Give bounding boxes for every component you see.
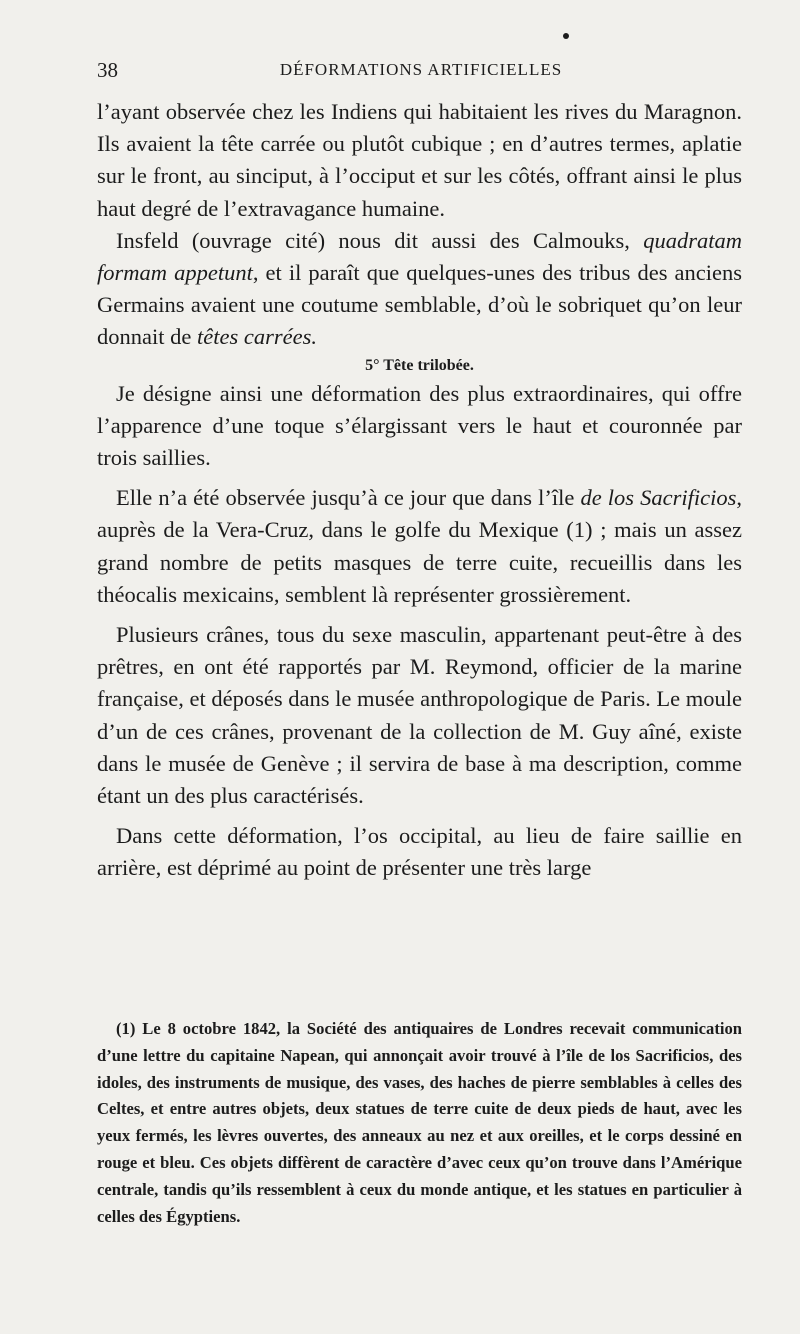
paragraph-1: l’ayant observée chez les Indiens qui habitaient les rives du Maragnon. Ils avaient la tête carrée ou plutôt cubique ; en d’autres termes, aplatie sur le front, au sinciput, à l’occiput et sur les côtés, offrant ainsi le plus haut degré de l’extravagance humaine. — [97, 99, 742, 221]
paragraph-4-text-b: , auprès de la Vera-Cruz, dans le golfe du Mexique (1) ; mais un assez grand nombre de petits masques de terre cuite, recueillis dans les théocalis mexicains, semblent là représenter grossièrement. — [97, 485, 743, 607]
running-title: DÉFORMATIONS ARTIFICIELLES — [279, 60, 563, 79]
paragraph-2-italic-end: têtes carrées. — [196, 324, 317, 350]
paragraph-6: Dans cette déformation, l’os occipital, au lieu de faire saillie en arrière, est déprimé au point de présenter une très large — [97, 823, 742, 881]
page-header — [97, 58, 745, 88]
paragraph-2-text-b: , et il paraît que quelques-unes des tribus des anciens Germains avaient une coutume semblable, d’où le sobriquet qu’on leur donnait de — [97, 260, 742, 350]
footnote-text: (1) Le 8 octobre 1842, la Société des antiquaires de Londres recevait communication d’une lettre du capitaine Napean, qui annonçait avoir trouvé à l’île de los Sacrificios, des idoles, des instruments de musique, des vases, des haches de pierre semblables à celles des Celtes, et entre autres objets, deux statues de terre cuite de deux pieds de haut, avec les yeux fermés, les lèvres ouvertes, des anneaux au nez et aux oreilles, et le corps dessiné en rouge et bleu. Ces objets diffèrent de caractère d’avec ceux qu’on trouve dans l’Amérique centrale, tandis qu’ils ressemblent à ceux du monde antique, et les statues en particulier à celles des Égyptiens. — [97, 1019, 742, 1226]
paragraph-2-text-a: Insfeld (ouvrage cité) nous dit aussi des Calmouks, — [116, 227, 644, 253]
ink-dot — [563, 33, 569, 39]
paragraph-4-text-a: Elle n’a été observée jusqu’à ce jour que dans l’île — [116, 485, 581, 511]
paragraph-4 — [97, 482, 742, 611]
page-number: 38 — [97, 58, 118, 82]
paragraph-2-latin: quadratam formam appetunt — [97, 227, 742, 286]
paragraph-2 — [97, 225, 742, 354]
body-text — [97, 96, 742, 885]
paragraph-4-italic: de los Sacrificios — [580, 485, 737, 511]
paragraph-3: Je désigne ainsi une déformation des plus extraordinaires, qui offre l’apparence d’une toque s’élargissant vers le haut et couronnée par trois saillies. — [97, 380, 742, 471]
footnote — [97, 1016, 742, 1230]
section-subheading: 5° Tête trilobée. — [365, 356, 474, 374]
paragraph-5: Plusieurs crânes, tous du sexe masculin, appartenant peut-être à des prêtres, en ont été rapportés par M. Reymond, officier de la marine française, et déposés dans le musée anthropologique de Paris. Le moule d’un de ces crânes, provenant de la collection de M. Guy aîné, existe dans le musée de Genève ; il servira de base à ma description, comme étant un des plus caractérisés. — [97, 622, 742, 809]
